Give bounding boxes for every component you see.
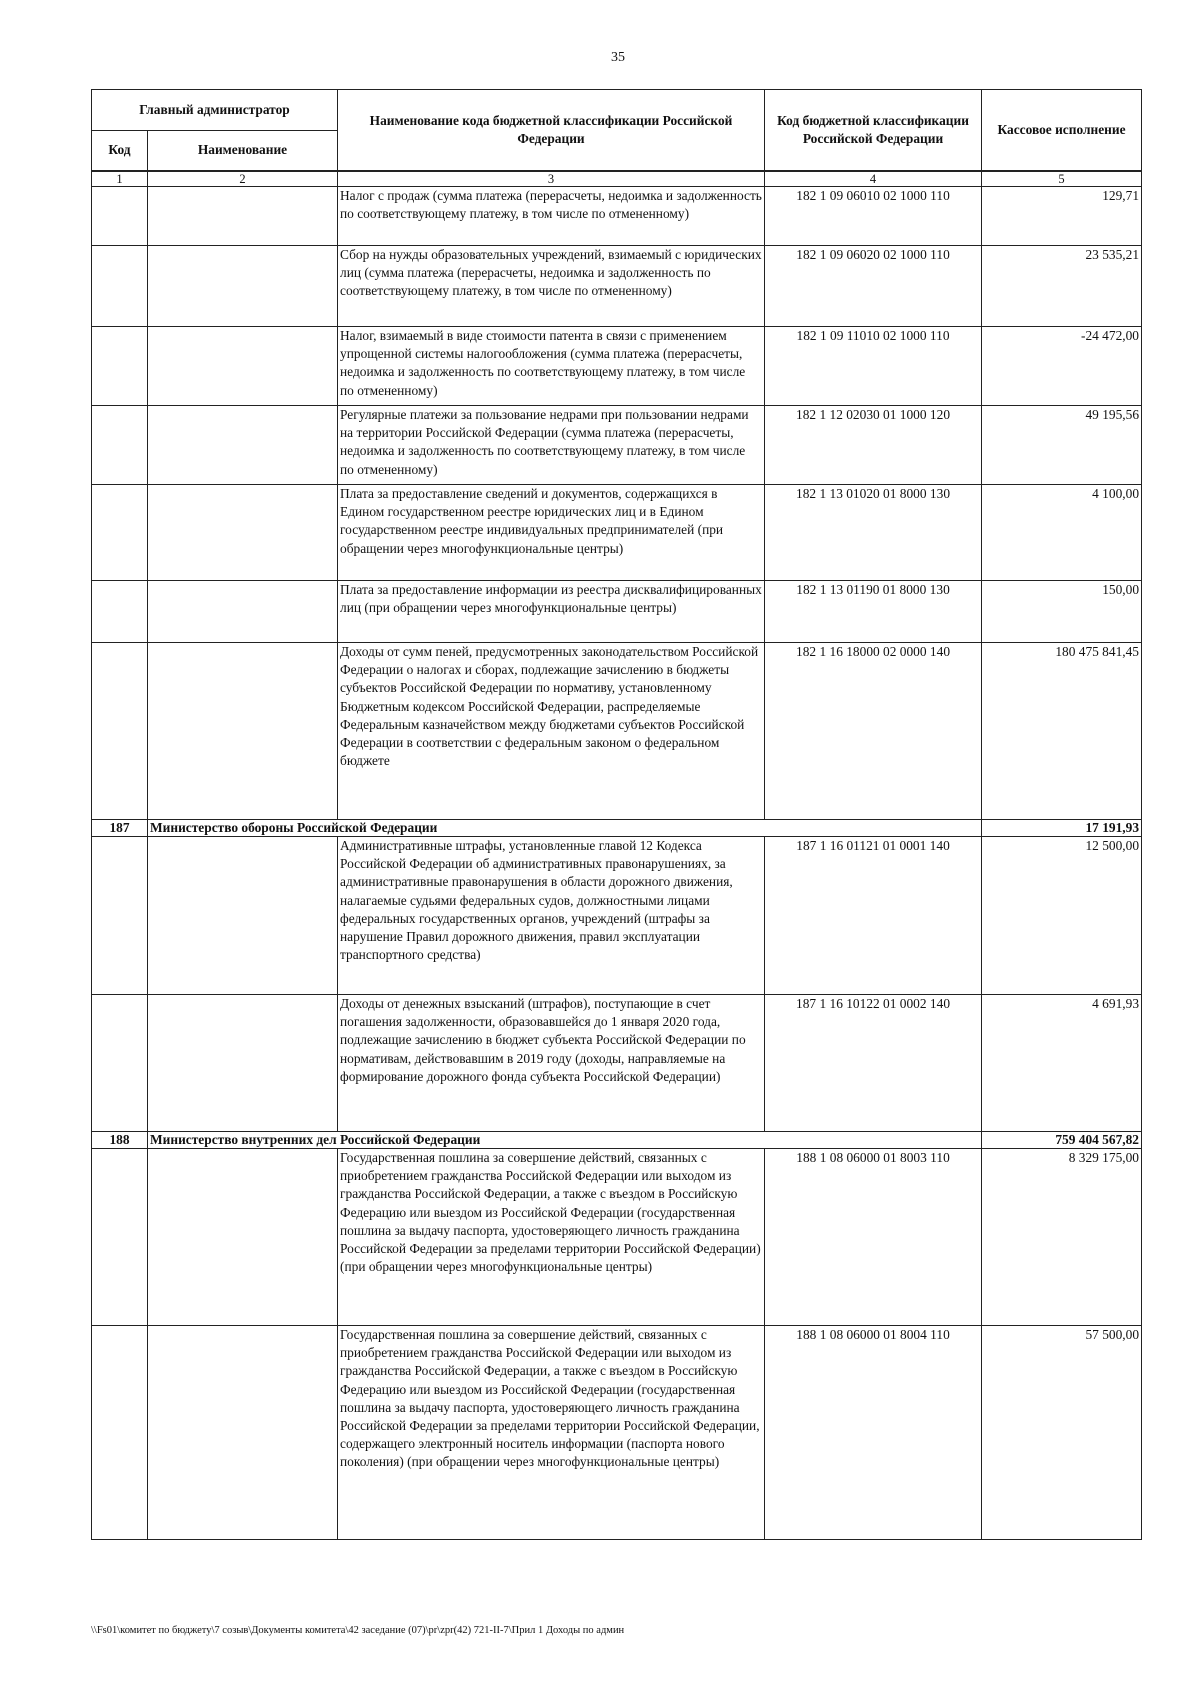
kbk-description: Доходы от денежных взысканий (штрафов), поступающие в счет погашения задолженности, образовавшейся до 1 января 2020 года, подлежащие зачислению в бюджет субъекта Российской Федерации по нормативам, действовавшим в 2019 году (доходы, направляемые на формирование дорожного фонда субъекта Российской Федерации) [338, 995, 765, 1132]
table-row [92, 327, 1142, 406]
file-path-footer: \\Fs01\комитет по бюджету\7 созыв\Документы комитета\42 заседание (07)\pr\zpr(42) 721-II-7\Прил 1 Доходы по админ [91, 1625, 625, 1636]
amount: 8 329 175,00 [982, 1149, 1142, 1326]
table-row [92, 837, 1142, 995]
amount: 150,00 [982, 581, 1142, 643]
table-row [92, 1326, 1142, 1540]
admin-total: 759 404 567,82 [982, 1132, 1142, 1149]
kbk-code: 188 1 08 06000 01 8004 110 [765, 1326, 982, 1540]
kbk-description: Плата за предоставление сведений и документов, содержащихся в Едином государственном реестре юридических лиц и в Едином государственном реестре индивидуальных предпринимателей (при обращении через многофункциональные центры) [338, 485, 765, 581]
column-number: 5 [982, 171, 1142, 187]
table-row [92, 485, 1142, 581]
code-header: Код [92, 131, 148, 172]
kbk-name-header: Наименование кода бюджетной классификации Российской Федерации [338, 90, 765, 172]
amount: 49 195,56 [982, 406, 1142, 485]
admin-name: Министерство внутренних дел Российской Федерации [148, 1132, 765, 1149]
table-row [92, 246, 1142, 327]
kbk-description: Доходы от сумм пеней, предусмотренных законодательством Российской Федерации о налогах и сборах, подлежащие зачислению в бюджеты субъектов Российской Федерации по нормативу, установленному Бюджетным кодексом Российской Федерации, распределяемые Федеральным казначейством между бюджетами субъектов Российской Федерации в соответствии с федеральным законом о федеральном бюджете [338, 643, 765, 820]
amount: 129,71 [982, 187, 1142, 246]
amount: 180 475 841,45 [982, 643, 1142, 820]
admin-group-row [92, 1132, 1142, 1149]
kbk-description: Плата за предоставление информации из реестра дисквалифицированных лиц (при обращении через многофункциональные центры) [338, 581, 765, 643]
admin-group-row [92, 820, 1142, 837]
name-header: Наименование [148, 131, 338, 172]
column-number: 3 [338, 171, 765, 187]
column-numbers-row [92, 171, 1142, 187]
cash-execution-header: Кассовое исполнение [982, 90, 1142, 172]
amount: 4 691,93 [982, 995, 1142, 1132]
kbk-description: Государственная пошлина за совершение действий, связанных с приобретением гражданства Российской Федерации или выходом из гражданства Российской Федерации, а также с въездом в Российскую Федерацию или выездом из Российской Федерации (государственная пошлина за выдачу паспорта, удостоверяющего личность гражданина Российской Федерации за пределами территории Российской Федерации, содержащего электронный носитель информации (паспорта нового поколения) (при обращении через многофункциональные центры) [338, 1326, 765, 1540]
amount: 23 535,21 [982, 246, 1142, 327]
kbk-code: 182 1 09 11010 02 1000 110 [765, 327, 982, 406]
admin-code: 187 [92, 820, 148, 837]
kbk-description: Регулярные платежи за пользование недрами при пользовании недрами на территории Российской Федерации (сумма платежа (перерасчеты, недоимка и задолженность по соответствующему платежу, в том числе по отмененному) [338, 406, 765, 485]
table-row [92, 581, 1142, 643]
kbk-code: 182 1 09 06020 02 1000 110 [765, 246, 982, 327]
column-number: 2 [148, 171, 338, 187]
kbk-description: Налог с продаж (сумма платежа (перерасчеты, недоимка и задолженность по соответствующему платежу, в том числе по отмененному) [338, 187, 765, 246]
kbk-description: Государственная пошлина за совершение действий, связанных с приобретением гражданства Российской Федерации или выходом из гражданства Российской Федерации, а также с въездом в Российскую Федерацию или выездом из Российской Федерации (государственная пошлина за выдачу паспорта, удостоверяющего личность гражданина Российской Федерации за пределами территории Российской Федерации) (при обращении через многофункциональные центры) [338, 1149, 765, 1326]
kbk-code: 187 1 16 10122 01 0002 140 [765, 995, 982, 1132]
kbk-code: 188 1 08 06000 01 8003 110 [765, 1149, 982, 1326]
admin-name: Министерство обороны Российской Федерации [148, 820, 765, 837]
table-row [92, 406, 1142, 485]
kbk-code: 182 1 09 06010 02 1000 110 [765, 187, 982, 246]
column-number: 1 [92, 171, 148, 187]
kbk-code: 182 1 16 18000 02 0000 140 [765, 643, 982, 820]
amount: 12 500,00 [982, 837, 1142, 995]
table-row [92, 1149, 1142, 1326]
revenue-table [91, 89, 1142, 1540]
kbk-description: Налог, взимаемый в виде стоимости патента в связи с применением упрощенной системы налогообложения (сумма платежа (перерасчеты, недоимка и задолженность по соответствующему платежу, в том числе по отмененному) [338, 327, 765, 406]
amount: -24 472,00 [982, 327, 1142, 406]
kbk-code-header: Код бюджетной классификации Российской Федерации [765, 90, 982, 172]
admin-code: 188 [92, 1132, 148, 1149]
table-row [92, 995, 1142, 1132]
main-admin-header: Главный администратор [92, 90, 338, 131]
table-row [92, 187, 1142, 246]
kbk-code: 182 1 12 02030 01 1000 120 [765, 406, 982, 485]
amount: 57 500,00 [982, 1326, 1142, 1540]
admin-total: 17 191,93 [982, 820, 1142, 837]
table-row [92, 643, 1142, 820]
kbk-code: 182 1 13 01190 01 8000 130 [765, 581, 982, 643]
kbk-description: Административные штрафы, установленные главой 12 Кодекса Российской Федерации об административных правонарушениях, за административные правонарушения в области дорожного движения, налагаемые судьями федеральных судов, должностными лицами федеральных государственных органов, учреждений (штрафы за нарушение Правил дорожного движения, правил эксплуатации транспортного средства) [338, 837, 765, 995]
amount: 4 100,00 [982, 485, 1142, 581]
kbk-code: 187 1 16 01121 01 0001 140 [765, 837, 982, 995]
kbk-code: 182 1 13 01020 01 8000 130 [765, 485, 982, 581]
page-number: 35 [611, 50, 625, 65]
column-number: 4 [765, 171, 982, 187]
kbk-description: Сбор на нужды образовательных учреждений, взимаемый с юридических лиц (сумма платежа (перерасчеты, недоимка и задолженность по соответствующему платежу, в том числе по отмененному) [338, 246, 765, 327]
